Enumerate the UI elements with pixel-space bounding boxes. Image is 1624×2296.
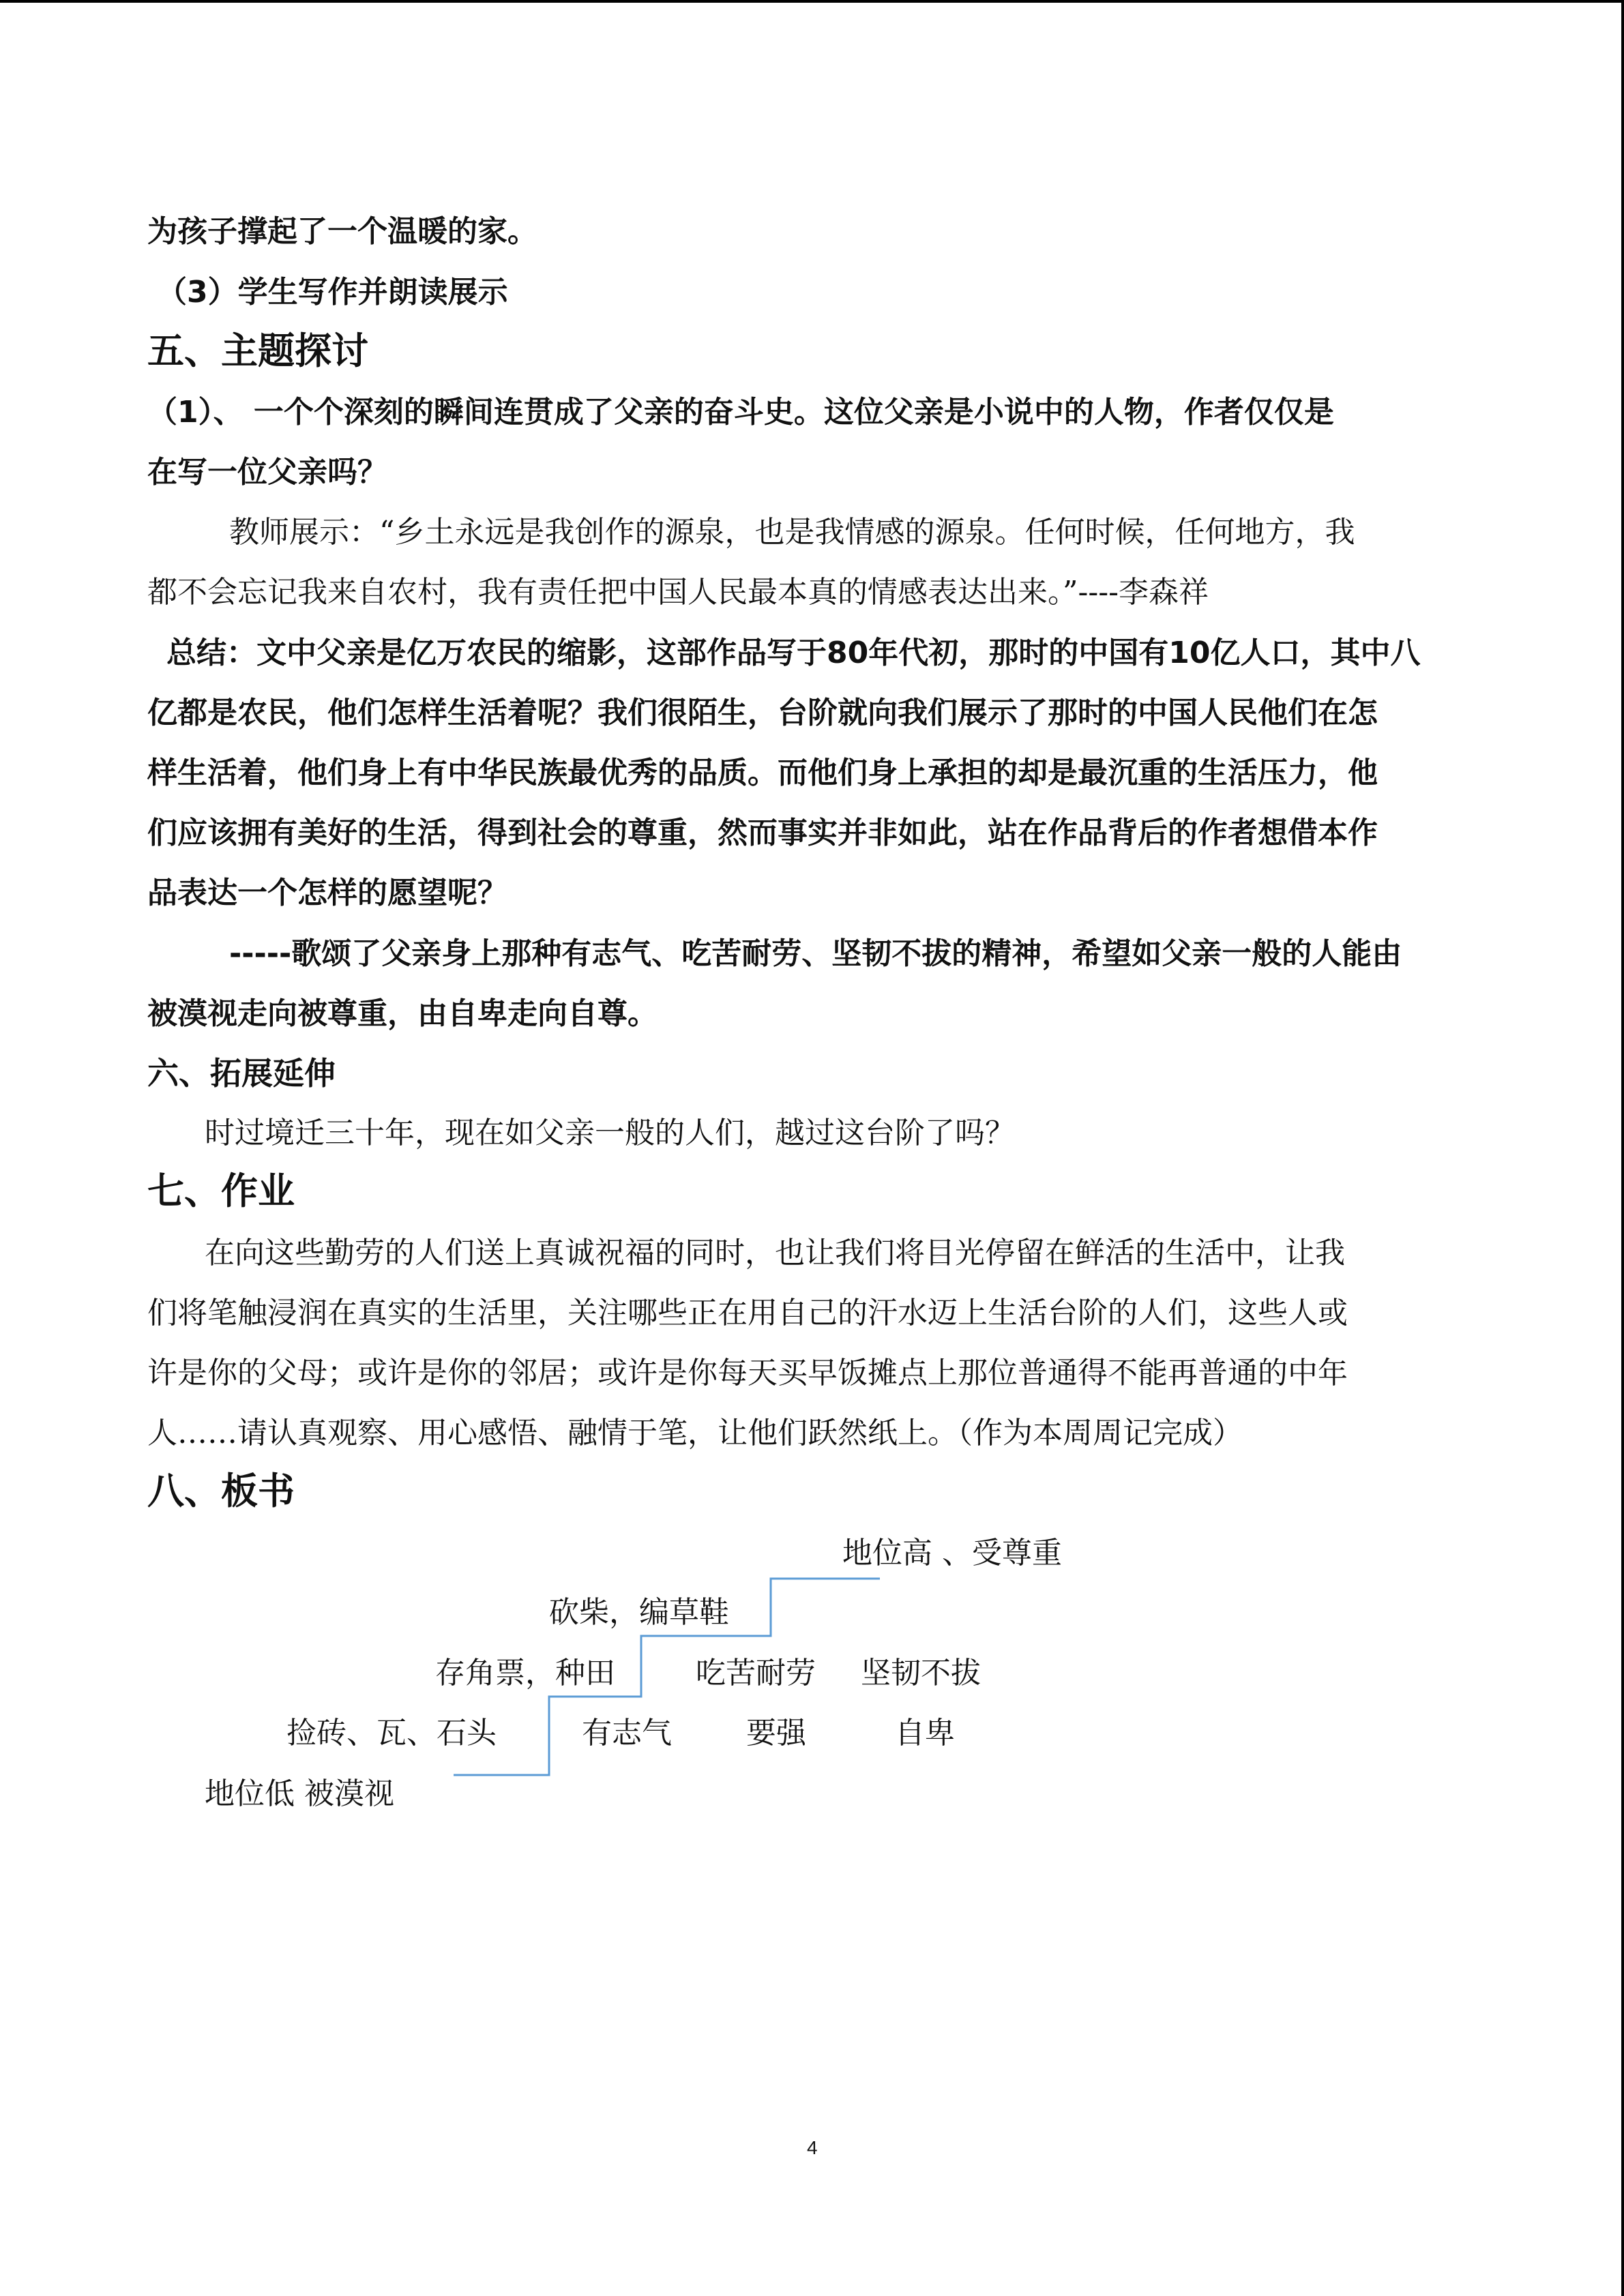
page-right-border xyxy=(1621,0,1624,2296)
board-trait-inferiority: 自卑 xyxy=(895,1716,955,1750)
extension-line: 时过境迁三十年，现在如父亲一般的人们，越过这台阶了吗？ xyxy=(205,1116,1015,1150)
board-trait-hardworking: 吃苦耐劳 xyxy=(696,1656,816,1690)
paragraph-line: 为孩子撑起了一个温暖的家。 xyxy=(147,214,537,249)
summary-line: 品表达一个怎样的愿望呢？ xyxy=(147,876,507,910)
section-heading-6: 六、拓展延伸 xyxy=(147,1055,336,1092)
question-line: （1）、 一个个深刻的瞬间连贯成了父亲的奋斗史。这位父亲是小说中的人物，作者仅仅是 xyxy=(147,395,1334,430)
board-trait-perseverance: 坚韧不拔 xyxy=(861,1656,981,1690)
homework-line: 在向这些勤劳的人们送上真诚祝福的同时，也让我们将目光停留在鲜活的生活中，让我 xyxy=(205,1236,1345,1270)
board-bottom-label: 地位低 被漠视 xyxy=(205,1776,394,1811)
answer-line: 被漠视走向被尊重，由自卑走向自尊。 xyxy=(147,996,658,1031)
summary-line: 样生活着，他们身上有中华民族最优秀的品质。而他们身上承担的却是最沉重的生活压力，他 xyxy=(147,756,1378,790)
question-line: 在写一位父亲吗？ xyxy=(147,455,387,490)
homework-line: 们将笔触浸润在真实的生活里，关注哪些正在用自己的汗水迈上生活台阶的人们，这些人或 xyxy=(147,1296,1348,1330)
answer-line: -----歌颂了父亲身上那种有志气、吃苦耐劳、坚韧不拔的精神，希望如父亲一般的人能由 xyxy=(229,936,1402,971)
summary-line: 们应该拥有美好的生活，得到社会的尊重，然而事实并非如此，站在作品背后的作者想借本作 xyxy=(147,816,1378,850)
page-number: 4 xyxy=(807,2137,818,2158)
section-heading-5: 五、主题探讨 xyxy=(147,329,368,372)
section-heading-7: 七、作业 xyxy=(147,1169,295,1212)
board-step-1: 捡砖、瓦、石头 xyxy=(286,1716,497,1750)
board-top-label: 地位高 、受尊重 xyxy=(842,1536,1062,1570)
board-step-3: 砍柴，编草鞋 xyxy=(549,1595,729,1630)
board-step-2: 存角票，种田 xyxy=(435,1656,615,1690)
paragraph-line: （3）学生写作并朗读展示 xyxy=(157,275,508,310)
teacher-quote-line: 教师展示：“乡土永远是我创作的源泉，也是我情感的源泉。任何时候，任何地方，我 xyxy=(229,515,1355,550)
board-trait-determined: 要强 xyxy=(746,1716,806,1750)
teacher-quote-line: 都不会忘记我来自农村，我有责任把中国人民最本真的情感表达出来。”----李森祥 xyxy=(147,575,1209,610)
homework-line: 人……请认真观察、用心感悟、融情于笔，让他们跃然纸上。（作为本周周记完成） xyxy=(147,1416,1243,1450)
summary-line: 总结：文中父亲是亿万农民的缩影，这部作品写于80年代初，那时的中国有10亿人口，其中八 xyxy=(166,636,1421,670)
homework-line: 许是你的父母；或许是你的邻居；或许是你每天买早饭摊点上那位普通得不能再普通的中年 xyxy=(147,1356,1348,1390)
section-heading-8: 八、板书 xyxy=(147,1470,295,1512)
summary-line: 亿都是农民，他们怎样生活着呢？我们很陌生，台阶就向我们展示了那时的中国人民他们在怎 xyxy=(147,696,1378,730)
board-trait-ambition: 有志气 xyxy=(582,1716,672,1750)
page-top-border xyxy=(0,0,1624,3)
